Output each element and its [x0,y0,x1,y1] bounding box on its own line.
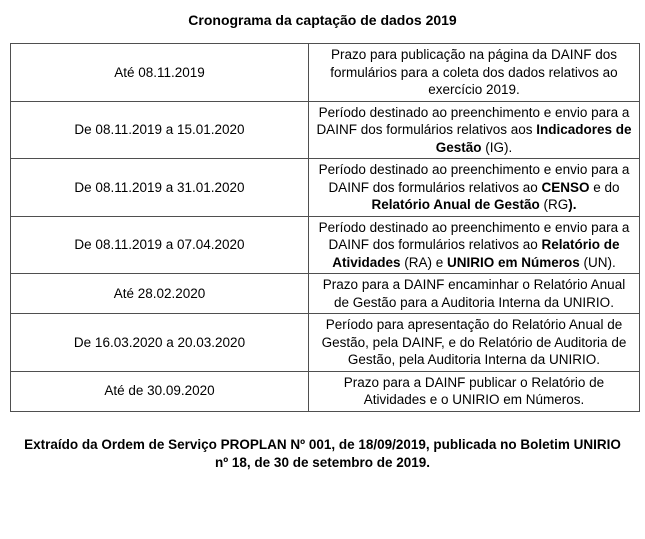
description-cell [309,274,640,314]
description-bold-segment: Indicadores de Gestão [435,122,632,155]
description-cell [309,159,640,217]
description-cell [309,101,640,159]
table-row [11,216,640,274]
description-segment: (IG). [481,139,513,155]
description-cell [309,371,640,411]
table-row [11,101,640,159]
date-cell: De 16.03.2020 a 20.03.2020 [11,314,309,372]
schedule-table [10,43,640,412]
table-row [11,274,640,314]
description-segment: Prazo para a DAINF encaminhar o Relatório Anual de Gestão para a Auditoria Interna da UNIRIO. [322,277,626,310]
date-cell: Até 08.11.2019 [11,44,309,102]
description-segment: (RG [539,197,569,212]
table-row [11,159,640,217]
table-row [11,314,640,372]
description-bold-segment: Relatório Anual de Gestão [371,197,540,212]
description-segment: Período para apresentação do Relatório Anual de Gestão, pela DAINF, e do Relatório de Auditoria de Gestão, pela Auditoria Interna da UNIRIO. [321,317,627,367]
date-cell: De 08.11.2019 a 07.04.2020 [11,216,309,274]
date-cell: De 08.11.2019 a 15.01.2020 [11,101,309,159]
date-cell: Até 28.02.2020 [11,274,309,314]
date-cell: De 08.11.2019 a 31.01.2020 [11,159,309,217]
page-title: Cronograma da captação de dados 2019 [188,12,457,28]
description-segment: e do [589,179,620,195]
description-bold-segment: CENSO [541,179,590,195]
description-segment: Período destinado ao preenchimento e envio para a DAINF dos formulários relativos aos [316,104,630,137]
description-segment: Prazo para a DAINF publicar o Relatório de Atividades e o UNIRIO em Números. [343,374,605,407]
description-cell [309,314,640,372]
description-bold-segment: ). [568,197,577,212]
description-cell [309,216,640,274]
description-segment: (UN). [579,254,616,270]
schedule-table-body [11,44,640,412]
source-note: Extraído da Ordem de Serviço PROPLAN Nº 001, de 18/09/2019, publicada no Boletim UNIRIO nº 18, de 30 de setembro de 2019. [24,436,621,470]
table-row [11,44,640,102]
description-segment: Período destinado ao preenchimento e envio para a DAINF dos formulários relativos ao [318,162,630,195]
description-segment: Prazo para publicação na página da DAINF dos formulários para a coleta dos dados relativos ao exercício 2019. [330,47,618,97]
description-bold-segment: Relatório de Atividades [332,237,620,270]
description-bold-segment: UNIRIO em Números [447,254,580,270]
table-row [11,371,640,411]
description-segment: Período destinado ao preenchimento e envio para a DAINF dos formulários relativos ao [318,219,630,252]
date-cell: Até de 30.09.2020 [11,371,309,411]
description-segment: (RA) e [400,254,447,270]
description-cell [309,44,640,102]
